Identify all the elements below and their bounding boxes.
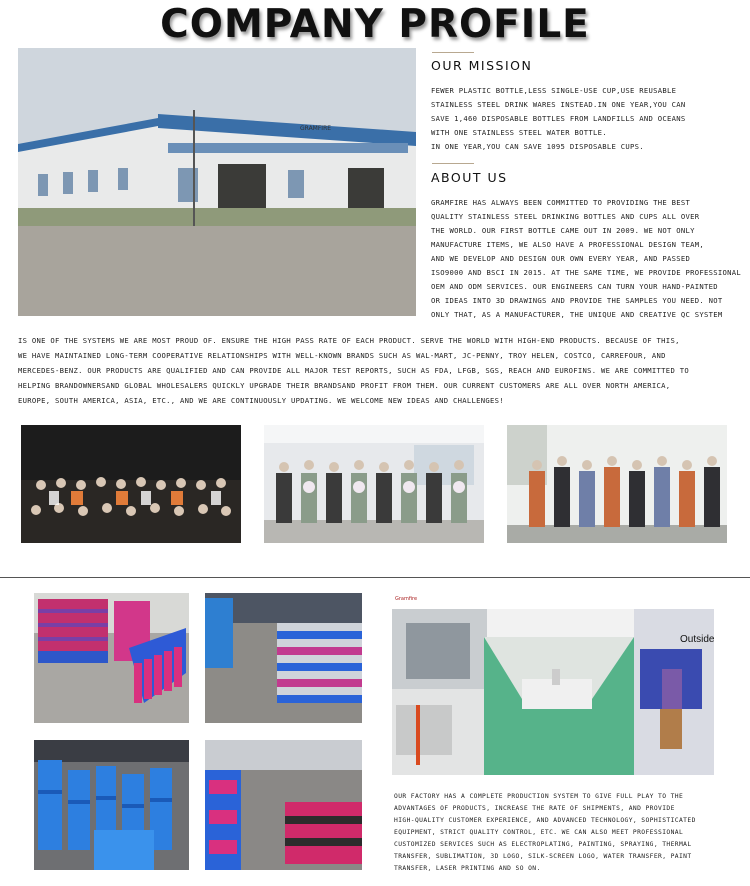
warehouse-photo-4	[205, 740, 362, 870]
mission-rule	[432, 52, 474, 53]
section-divider	[0, 577, 750, 578]
warehouse-photo-3	[34, 740, 189, 870]
factory-sign: GRAMFIRE	[300, 125, 332, 132]
team-photo-2	[264, 425, 484, 543]
about-heading: ABOUT US	[431, 170, 508, 185]
page-title: COMPANY PROFILE	[160, 2, 590, 47]
about-continued-text: IS ONE OF THE SYSTEMS WE ARE MOST PROUD OF. ENSURE THE HIGH PASS RATE OF EACH PRODUCT. SERVE THE WORLD WITH HIGH-END PRODUCTS. BECAUSE OF THIS, WE HAVE MAINTAINED LONG-TERM COOPERATIVE RELATIONSHIPS WITH WELL-KNOWN BRANDS SUCH AS WAL-MART, JC-PENNY, TROY HELEN, COSTCO, CARREFOUR, AND MERCEDES-BENZ. OUR PRODUCTS ARE QUALIFIED AND CAN PROVIDE ALL MAJOR TEST REPORTS, SUCH AS FDA, LFGB, SGS, REACH AND EUROFINS. WE ARE COMMITTED TO HELPING BRANDOWNERSAND GLOBAL WHOLESALERS QUICKLY UPGRADE THEIR BRANDSAND PROFIT FROM THEM. OUR CURRENT CUSTOMERS ARE ALL OVER NORTH AMERICA, EUROPE, SOUTH AMERICA, ASIA, ETC., AND WE ARE CONTINUOUSLY UPDATING. WE WELCOME NEW IDEAS AND CHALLENGES!	[18, 336, 689, 405]
factory-description: OUR FACTORY HAS A COMPLETE PRODUCTION SYSTEM TO GIVE FULL PLAY TO THE ADVANTAGES OF PRODUCTS, INCREASE THE RATE OF SHIPMENTS, AND PROVIDE HIGH-QUALITY CUSTOMER EXPERIENCE, AND ADVANCED TECHNOLOGY, SOPHISTICATED EQUIPMENT, STRICT QUALITY CONTROL, ETC. WE CAN ALSO MEET PROFESSIONAL CUSTOMIZED SERVICES SUCH AS ELECTROPLATING, PAINTING, SPRAYING, THERMAL TRANSFER, SUBLIMATION, 3D LOGO, SILK-SCREEN LOGO, WATER TRANSFER, PAINT TRANSFER, LASER PRINTING AND SO ON.	[394, 793, 696, 872]
team-photo-1	[21, 425, 241, 543]
team-photo-3	[507, 425, 727, 543]
brand-logo-small: Gramfire	[395, 596, 418, 602]
mission-heading: OUR MISSION	[431, 58, 533, 73]
warehouse-photo-1	[34, 593, 189, 723]
about-text: GRAMFIRE HAS ALWAYS BEEN COMMITTED TO PROVIDING THE BEST QUALITY STAINLESS STEEL DRINKING BOTTLES AND CUPS ALL OVER THE WORLD. OUR FIRST BOTTLE CAME OUT IN 2009. WE NOT ONLY MANUFACTURE ITEMS, WE ALSO HAVE A PROFESSIONAL DESIGN TEAM, AND WE DEVELOP AND DESIGN OUR OWN EVERY YEAR, AND PASSED ISO9000 AND BSCI IN 2015. AT THE SAME TIME, WE PROVIDE PROFESSIONAL OEM AND ODM SERVICES. OUR ENGINEERS CAN TURN YOUR HAND-PAINTED OR IDEAS INTO 3D DRAWINGS AND PROVIDE THE SAMPLES YOU NEED. NOT ONLY THAT, AS A MANUFACTURER, THE UNIQUE AND CREATIVE QC SYSTEM	[431, 198, 742, 319]
outside-label: Outside	[680, 634, 715, 645]
factory-building-photo	[18, 48, 416, 316]
factory-interior-photo	[392, 609, 714, 775]
about-rule	[432, 163, 474, 164]
mission-text: FEWER PLASTIC BOTTLE,LESS SINGLE-USE CUP,USE REUSABLE STAINLESS STEEL DRINK WARES INSTEAD.IN ONE YEAR,YOU CAN SAVE 1,460 DISPOSABLE BOTTLES FROM LANDFILLS AND OCEANS WITH ONE STAINLESS STEEL WATER BOTTLE. IN ONE YEAR,YOU CAN SAVE 1095 DISPOSABLE CUPS.	[431, 86, 686, 151]
warehouse-photo-2	[205, 593, 362, 723]
